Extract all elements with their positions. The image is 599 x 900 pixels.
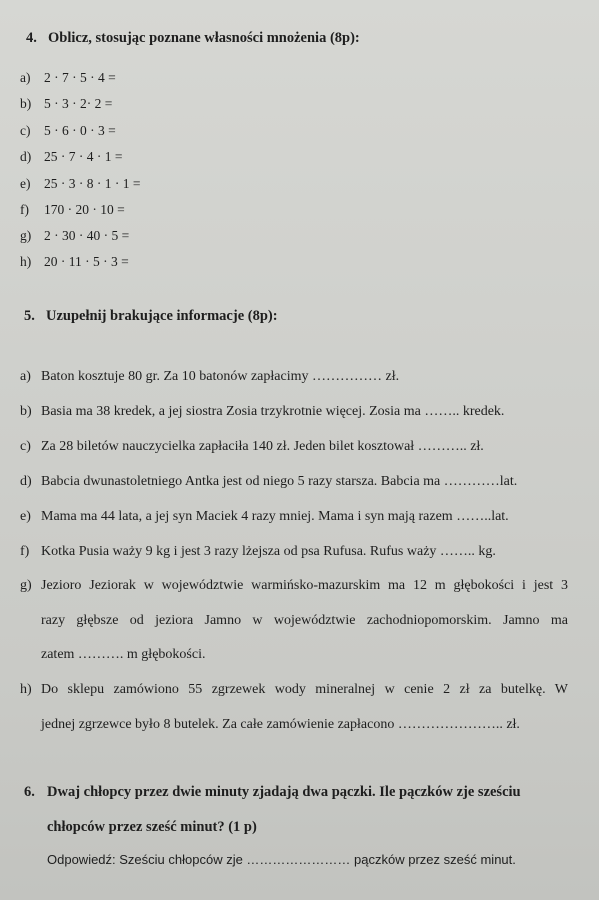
item-expression: 170 · 20 · 10 = bbox=[44, 202, 125, 217]
item-label: d) bbox=[20, 474, 32, 489]
task5-item-e bbox=[0, 509, 599, 529]
item-label: f) bbox=[20, 544, 30, 559]
item-label: d) bbox=[20, 149, 32, 164]
item-label: e) bbox=[20, 509, 31, 524]
item-text: Mama ma 44 lata, a jej syn Maciek 4 razy mniej. Mama i syn mają razem ……..lat. bbox=[41, 509, 509, 524]
task5-item-g bbox=[0, 578, 599, 668]
item-label: e) bbox=[20, 176, 31, 191]
task6-title-line1: Dwaj chłopcy przez dwie minuty zjadają dwa pączki. Ile pączków zje sześciu bbox=[47, 784, 521, 800]
item-label: g) bbox=[20, 578, 32, 593]
task4-item-c bbox=[20, 123, 116, 139]
item-label: b) bbox=[20, 96, 32, 111]
task5-item-h bbox=[0, 682, 599, 738]
task4-item-g bbox=[20, 228, 129, 244]
item-text: Kotka Pusia waży 9 kg i jest 3 razy lżejsza od psa Rufusa. Rufus waży …….. kg. bbox=[41, 544, 496, 559]
task4-item-b bbox=[20, 96, 112, 112]
task5-item-d bbox=[0, 474, 599, 494]
task6-answer-line: Odpowiedź: Sześciu chłopców zje …………………… pączków przez sześć minut. bbox=[47, 852, 516, 867]
item-expression: 25 · 3 · 8 · 1 · 1 = bbox=[44, 176, 141, 191]
task5-title: Uzupełnij brakujące informacje (8p): bbox=[46, 308, 278, 324]
task4-title: Oblicz, stosując poznane własności mnożenia (8p): bbox=[48, 30, 360, 46]
task6-number: 6. bbox=[24, 784, 35, 800]
task5-number: 5. bbox=[24, 308, 35, 324]
task5-item-c bbox=[0, 439, 599, 459]
task4-number: 4. bbox=[26, 30, 37, 46]
item-label: c) bbox=[20, 123, 31, 138]
task6-title-line2: chłopców przez sześć minut? (1 p) bbox=[47, 819, 257, 835]
item-expression: 2 · 7 · 5 · 4 = bbox=[44, 70, 116, 85]
task4-item-h bbox=[20, 254, 129, 270]
item-label: b) bbox=[20, 404, 32, 419]
item-text-line3: zatem ………. m głębokości. bbox=[41, 647, 206, 662]
item-expression: 25 · 7 · 4 · 1 = bbox=[44, 149, 123, 164]
task4-item-e bbox=[20, 176, 140, 192]
task4-item-a bbox=[20, 70, 116, 86]
task4-item-d bbox=[20, 149, 122, 165]
item-text-line1: Do sklepu zamówiono 55 zgrzewek wody mineralnej w cenie 2 zł za butelkę. W bbox=[41, 682, 568, 697]
item-text: Babcia dwunastoletniego Antka jest od niego 5 razy starsza. Babcia ma …………lat. bbox=[41, 474, 518, 489]
item-label: a) bbox=[20, 70, 31, 85]
item-expression: 20 · 11 · 5 · 3 = bbox=[44, 254, 129, 269]
item-text: Basia ma 38 kredek, a jej siostra Zosia trzykrotnie więcej. Zosia ma …….. kredek. bbox=[41, 404, 505, 419]
item-text: Za 28 biletów nauczycielka zapłaciła 140 zł. Jeden bilet kosztował ……….. zł. bbox=[41, 439, 484, 454]
item-label: f) bbox=[20, 202, 29, 217]
task5-item-a bbox=[0, 369, 599, 389]
item-label: g) bbox=[20, 228, 32, 243]
item-text-line2: jednej zgrzewce było 8 butelek. Za całe zamówienie zapłacono ………………….. zł. bbox=[41, 717, 520, 732]
item-expression: 2 · 30 · 40 · 5 = bbox=[44, 228, 130, 243]
item-text: Baton kosztuje 80 gr. Za 10 batonów zapłacimy …………… zł. bbox=[41, 369, 400, 384]
item-label: c) bbox=[20, 439, 31, 454]
item-text-line2: razy głębsze od jeziora Jamno w województwie zachodniopomorskim. Jamno ma bbox=[41, 613, 568, 628]
item-label: h) bbox=[20, 254, 32, 269]
task4-item-f bbox=[20, 202, 125, 218]
item-text-line1: Jezioro Jeziorak w województwie warmińsko-mazurskim ma 12 m głębokości i jest 3 bbox=[41, 578, 568, 593]
item-label: a) bbox=[20, 369, 31, 384]
task5-item-f bbox=[0, 544, 599, 564]
task5-item-b bbox=[0, 404, 599, 424]
item-label: h) bbox=[20, 682, 32, 697]
item-expression: 5 · 6 · 0 · 3 = bbox=[44, 123, 116, 138]
item-expression: 5 · 3 · 2· 2 = bbox=[44, 96, 113, 111]
